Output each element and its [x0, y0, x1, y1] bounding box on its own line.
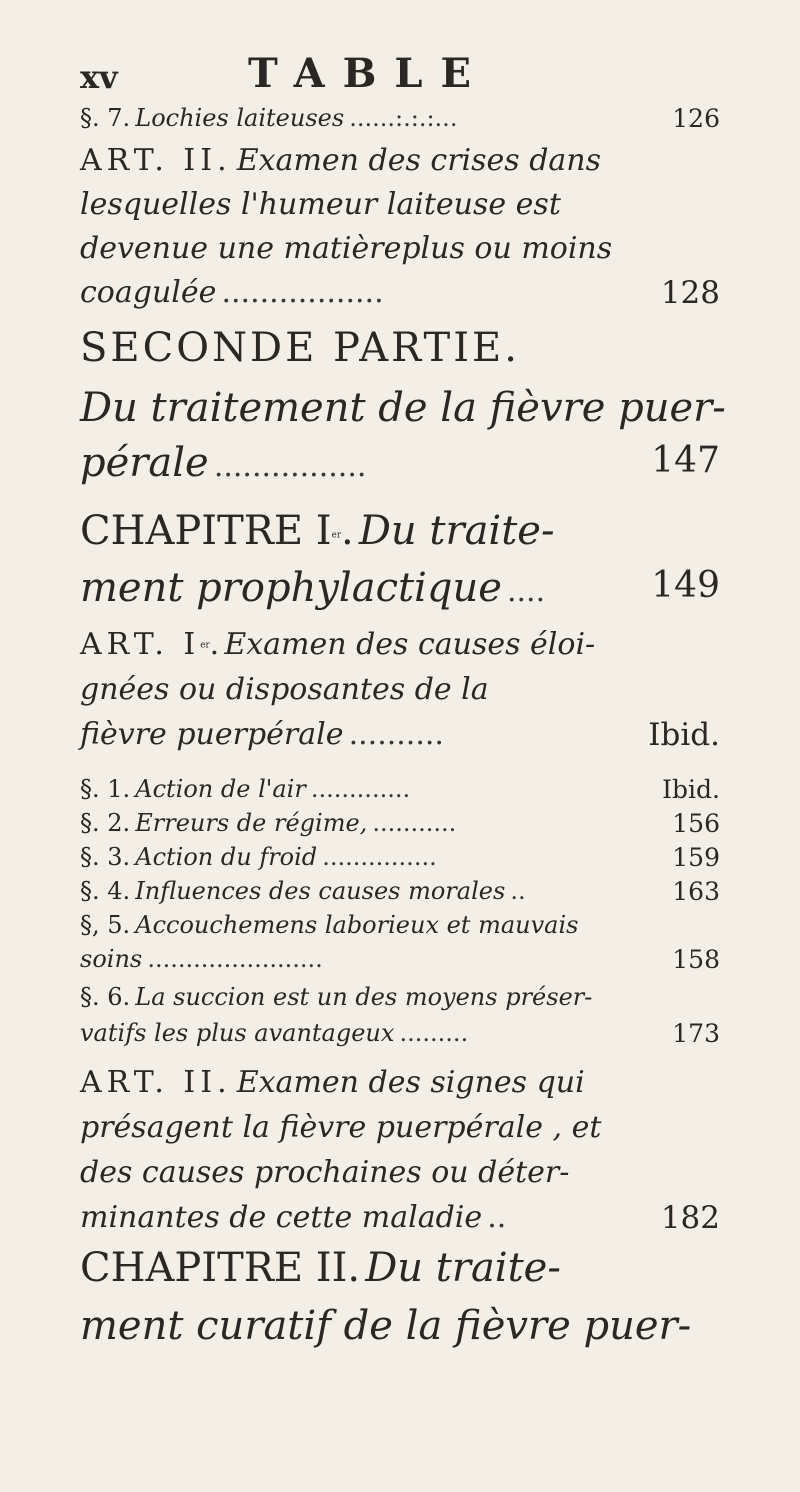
toc-entry-s4	[80, 877, 720, 905]
toc-entry-art1-line3	[80, 717, 720, 752]
entry-text: vatifs les plus avantageux	[80, 1019, 395, 1047]
toc-entry-traitement-line2	[80, 440, 720, 486]
part-title: SECONDE PARTIE.	[80, 325, 520, 371]
entry-page: 159	[672, 843, 720, 872]
entry-text: Examen des causes éloi-	[224, 627, 596, 662]
dot-leader: ..	[510, 877, 526, 905]
entry-page: Ibid.	[662, 775, 720, 804]
dot-leader: .........	[399, 1019, 469, 1047]
entry-page: Ibid.	[648, 717, 720, 753]
toc-entry-art2b-line2	[80, 1110, 720, 1145]
entry-text: coagulée	[80, 275, 217, 310]
entry-text: Accouchemens laborieux et mauvais	[135, 911, 579, 939]
entry-prefix: §. 1.	[80, 775, 131, 803]
toc-entry-s3	[80, 843, 720, 871]
toc-entry-s6-line2	[80, 1019, 720, 1047]
entry-text: Du traitement de la fièvre puer-	[80, 385, 726, 431]
dot-leader: ..........	[348, 717, 444, 752]
toc-entry-art1-line1	[80, 627, 720, 662]
entry-text: ment prophylactique	[80, 565, 502, 611]
entry-text: présagent la fièvre puerpérale , et	[80, 1110, 602, 1145]
entry-page: 173	[672, 1019, 720, 1048]
toc-entry-art2b-line1	[80, 1065, 720, 1100]
entry-prefix: §. 2.	[80, 809, 131, 837]
dot-leader: ...............	[322, 843, 437, 871]
entry-prefix: ART. I	[80, 627, 201, 662]
superscript: er	[200, 640, 210, 651]
dot-leader: ................	[213, 449, 367, 484]
dot-leader: .................	[221, 275, 384, 310]
page-header	[80, 50, 720, 100]
toc-entry-chapitre2-line1	[80, 1245, 720, 1291]
entry-page: 147	[651, 440, 720, 481]
toc-entry-chapitre1-line1	[80, 508, 720, 554]
entry-page: 126	[672, 104, 720, 133]
entry-text: fièvre puerpérale	[80, 717, 344, 752]
entry-prefix: CHAPITRE II.	[80, 1245, 361, 1291]
entry-text: ment curatif de la fièvre puer-	[80, 1303, 692, 1349]
entry-text: lesquelles l'humeur laiteuse est	[80, 187, 561, 222]
toc-entry-art2-line3	[80, 231, 720, 266]
entry-prefix-dot: .	[209, 627, 220, 662]
toc-entry-art2-line4	[80, 275, 720, 310]
toc-entry-s5-line2	[80, 945, 720, 973]
running-title: TABLE	[248, 50, 490, 97]
toc-entry-art2-line2	[80, 187, 720, 222]
toc-entry-art2-line1	[80, 143, 720, 178]
toc-entry-s2	[80, 809, 720, 837]
entry-prefix: §. 3.	[80, 843, 131, 871]
toc-entry-lochies	[80, 104, 720, 132]
entry-text: La succion est un des moyens préser-	[135, 983, 593, 1011]
page-number: xv	[80, 58, 118, 96]
superscript: er	[331, 530, 342, 541]
entry-text: devenue une matièreplus ou moins	[80, 231, 613, 266]
entry-prefix: §, 5.	[80, 911, 131, 939]
entry-text: Action de l'air	[135, 775, 306, 803]
entry-text: Examen des crises dans	[236, 143, 602, 178]
entry-prefix: §. 6.	[80, 983, 131, 1011]
entry-prefix: §. 4.	[80, 877, 131, 905]
toc-entry-art2b-line4	[80, 1200, 720, 1235]
entry-prefix: §. 7.	[80, 104, 131, 132]
entry-page: 158	[672, 945, 720, 974]
entry-text: pérale	[80, 440, 209, 486]
entry-text: gnées ou disposantes de la	[80, 672, 489, 707]
entry-page: 163	[672, 877, 720, 906]
entry-prefix: ART. II.	[80, 143, 232, 178]
entry-text: Examen des signes qui	[236, 1065, 585, 1100]
toc-entry-chapitre2-line2	[80, 1303, 720, 1349]
dot-leader: .............	[310, 775, 411, 803]
toc-entry-chapitre1-line2	[80, 565, 720, 611]
dot-leader: ....	[506, 574, 546, 609]
entry-prefix: CHAPITRE I	[80, 508, 332, 554]
entry-prefix-dot: .	[341, 508, 354, 554]
entry-text: des causes prochaines ou déter-	[80, 1155, 570, 1190]
entry-page: 149	[651, 565, 720, 606]
entry-text: minantes de cette maladie	[80, 1200, 483, 1235]
toc-entry-s6-line1	[80, 983, 720, 1011]
dot-leader: ..	[487, 1200, 507, 1235]
entry-page: 128	[660, 275, 720, 311]
entry-text: Action du froid	[135, 843, 318, 871]
toc-entry-traitement-line1	[80, 385, 726, 431]
entry-text: Erreurs de régime,	[135, 809, 368, 837]
entry-page: 156	[672, 809, 720, 838]
dot-leader: .......................	[147, 945, 323, 973]
toc-entry-s1	[80, 775, 720, 803]
entry-text: Lochies laiteuses	[135, 104, 345, 132]
entry-text: Du traite-	[365, 1245, 561, 1291]
entry-page: 182	[660, 1200, 720, 1236]
entry-text: Du traite-	[358, 508, 555, 554]
dot-leader: ......:.:.:...	[349, 104, 458, 132]
toc-entry-s5-line1	[80, 911, 720, 939]
part-heading	[80, 325, 720, 371]
dot-leader: ...........	[372, 809, 457, 837]
entry-text: soins	[80, 945, 143, 973]
toc-entry-art2b-line3	[80, 1155, 720, 1190]
toc-entry-art1-line2	[80, 672, 720, 707]
entry-prefix: ART. II.	[80, 1065, 232, 1100]
entry-text: Influences des causes morales	[135, 877, 506, 905]
